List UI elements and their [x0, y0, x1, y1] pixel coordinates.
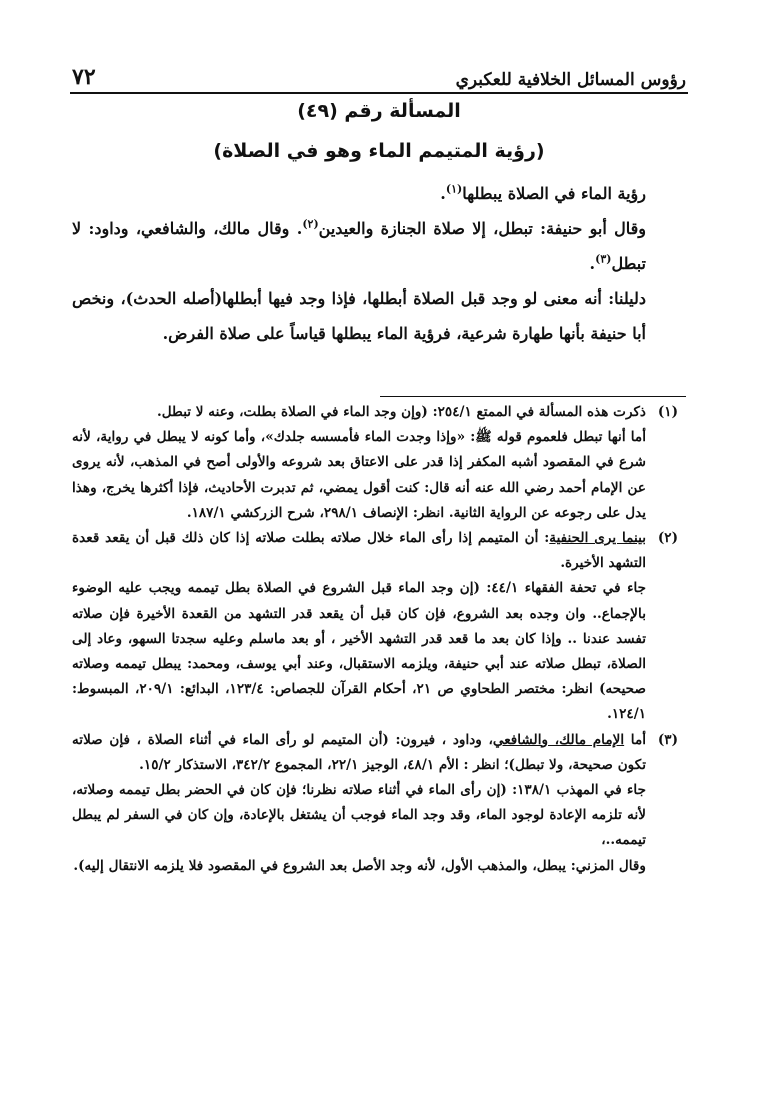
footnote-number: (٢) — [657, 530, 678, 547]
running-title: رؤوس المسائل الخلافية للعكبري — [455, 70, 686, 90]
footnote-ref-2[interactable]: (٢) — [302, 217, 319, 231]
issue-title: المسألة رقم (٤٩) — [297, 100, 461, 122]
paragraph-2: وقال أبو حنيفة: تبطل، إلا صلاة الجنازة والعيدين$^{(٢)}$. وقال مالك، والشافعي، وداود: لا تبطل$^{(٣)}$. — [72, 217, 647, 273]
footnotes — [72, 400, 678, 879]
page-number: ٧٢ — [72, 64, 96, 90]
paragraph-1: رؤية الماء في الصلاة يبطلها$^{(١)}$. — [440, 182, 646, 203]
issue-subtitle: (رؤية المتيمم الماء وهو في الصلاة) — [213, 140, 545, 162]
footnote-number: (١) — [657, 404, 678, 420]
footnote-3: (٣) أما الإمام مالك، والشافعي، وداود ، فيرون: (أن المتيمم لو رأى الماء في أثناء الصلاة ، فإن صلاته تكون صحيحة، ولا تبطل)؛ انظر : الأم ٤٨/١، الوجيز ٢٢/١، المجموع ٣٤٢/٢، الاستذكار ١٥/٢. جاء في المهذب ١٣٨/١: (إن رأى الماء في أثناء صلاته نظرنا؛ فإن كان في الحضر بطل تيممه وصلاته، لأنه تلزمه الإعادة لوجود الماء، وقد وجد الماء فوجب أن يشتغل بالإعادة، وإن كان في السفر لم يبطل تيممه..، وقال المزني: يبطل، والمذهب الأول، لأنه وجد الأصل بعد الشروع في المقصود فلا يلزمه الانتقال إليه). — [72, 728, 678, 879]
header-rule — [70, 92, 688, 94]
footnote-ref-1[interactable]: (١) — [445, 182, 463, 196]
footnote-ref-3[interactable]: (٣) — [595, 252, 612, 266]
footnote-1: (١) ذكرت هذه المسألة في الممتع ٢٥٤/١: (وإن وجد الماء في الصلاة بطلت، وعنه لا تبطل. أما أنها تبطل فلعموم قوله ﷺ: «وإذا وجدت الماء فأمسسه جلدك»، وأما كونه لا يبطل في رواية، لأنه شرع في المقصود أشبه المكفر إذا قدر على الاعتاق بعد شروعه والأولى أصح في المذهب، لأنه يروى عن الإمام أحمد رضي الله عنه أنه قال: كنت أقول يمضي، ثم تدبرت الأحاديث، فإذا أكثرها يخرج، وهذا يدل على رجوعه عن الرواية الثانية. انظر: الإنصاف ٢٩٨/١، شرح الزركشي ١٨٧/١. — [72, 400, 678, 526]
main-text — [72, 176, 646, 351]
footnote-2: (٢) بينما يرى الحنفية: أن المتيمم إذا رأى الماء خلال صلاته بطلت صلاته إذا كان ذلك قبل أن يقعد قعدة التشهد الأخيرة. جاء في تحفة الفقهاء ٤٤/١: (إن وجد الماء قبل الشروع في الصلاة بطل تيممه ويجب عليه الوضوء بالإجماع.. وان وجده بعد الشروع، فإن كان قبل أن يقعد قدر التشهد من القعدة الأخيرة فإن صلاته تفسد عندنا .. وإذا كان بعد ما قعد قدر التشهد الأخير ، أو بعد ماسلم وعليه سجدتا السهو، وعاد إلى الصلاة، تبطل صلاته عند أبي حنيفة، ويلزمه الاستقبال، وعند أبي يوسف، ومحمد: يبطل تيممه وصلاته صحيحه) انظر: مختصر الطحاوي ص ٢١، أحكام القرآن للجصاص: ١٢٣/٤، البدائع: ٢٠٩/١، المبسوط: ١٢٤/١. — [72, 526, 678, 728]
page-header — [72, 60, 686, 90]
footnote-number: (٣) — [657, 731, 678, 748]
paragraph-3: دليلنا: أنه معنى لو وجد قبل الصلاة أبطلها، فإذا وجد فيها أبطلها(أصله الحدث)، ونخص أبا حنيفة بأنها طهارة شرعية، فرؤية الماء يبطلها قياساً على صلاة الفرض. — [72, 289, 646, 343]
footnote-separator — [380, 396, 686, 397]
